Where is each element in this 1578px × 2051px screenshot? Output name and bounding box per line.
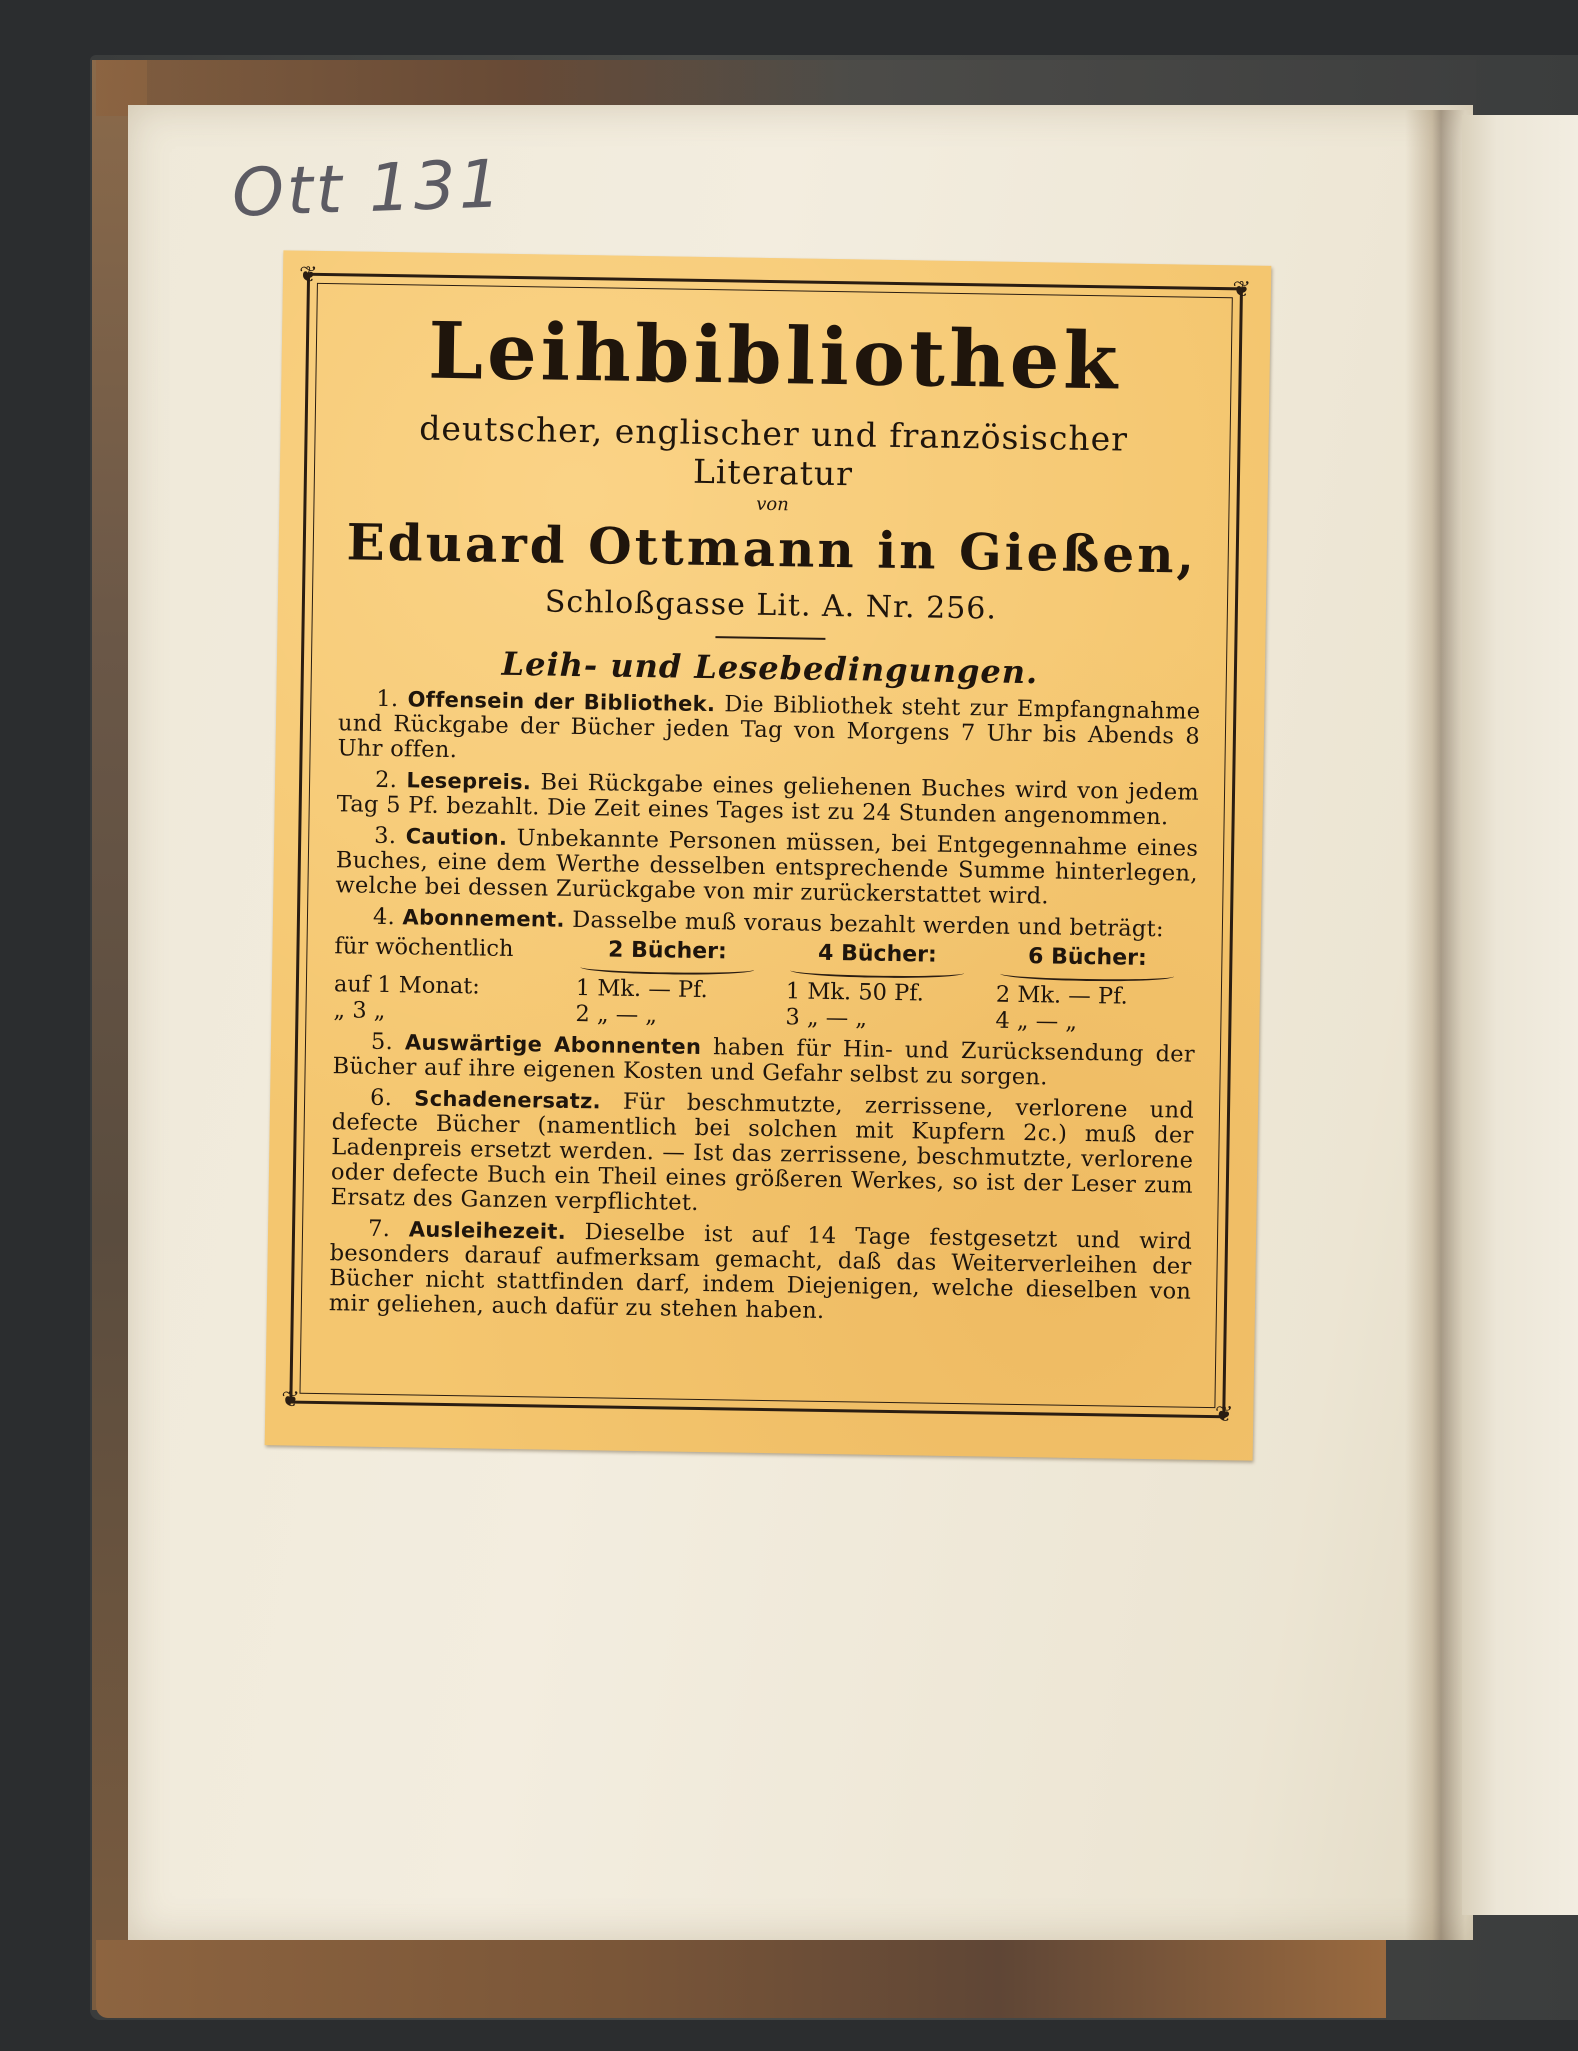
- table-cell: 2 Mk. — Pf.: [995, 981, 1128, 1010]
- table-column-header: 2 Bücher:: [562, 937, 773, 978]
- label-content: [328, 303, 1207, 1389]
- condition-paragraph: 6. Schadenersatz. Für beschmutzte, zerrissene, verlorene und defecte Bücher (namentlich bei solchen mit Kupfern 2c.) muß der Ladenpreis ersetzt werden. — Ist das zerrissene, beschmutzte, verlorene oder defecte Buch ein Theil eines größeren Werkes, so ist der Leser zum Ersatz des Ganzen verpflichtet.: [330, 1084, 1195, 1216]
- corner-ornament-icon: ❦: [1232, 277, 1252, 303]
- condition-paragraph: 4. Abonnement. Dasselbe muß voraus bezahlt werden und beträgt:: [372, 903, 1165, 943]
- table-row-label: auf 1 Monat:: [333, 971, 481, 1000]
- condition-paragraph: 7. Ausleihezeit. Dieselbe ist auf 14 Tage festgesetzt und wird besonders darauf aufmerksam gemacht, daß das Weiterverleihen der Bücher nicht stattfinden darf, indem Diejenigen, welche dieselben von mir geliehen, auch dafür zu stehen haben.: [328, 1215, 1193, 1324]
- label-title: Leihbibliothek: [427, 305, 1123, 408]
- table-column-header: 4 Bücher:: [772, 940, 983, 981]
- table-row-header: für wöchentlich: [334, 933, 514, 963]
- condition-paragraph: 3. Caution. Unbekannte Personen müssen, bei Entgegennahme eines Buches, eine dem Werthe desselben entsprechende Summe hinterlegen, welche bei dessen Zurückgabe von mir zurückerstattet wird.: [335, 822, 1199, 910]
- subscription-table: [333, 933, 1196, 1037]
- corner-ornament-icon: ❦: [1214, 1402, 1234, 1428]
- condition-paragraph: 5. Auswärtige Abonnenten haben für Hin- und Zurücksendung der Bücher auf ihre eigenen Kosten und Gefahr selbst zu sorgen.: [332, 1028, 1196, 1091]
- table-cell: 1 Mk. 50 Pf.: [785, 978, 925, 1007]
- facing-page-edge: [1462, 115, 1578, 1915]
- book-gutter: [1405, 110, 1465, 1940]
- condition-paragraph: 2. Lesepreis. Bei Rückgabe eines geliehenen Buches wird von jedem Tag 5 Pf. bezahlt. Die Zeit eines Tages ist zu 24 Stunden angenommen.: [336, 766, 1200, 831]
- divider-rule: [715, 636, 825, 640]
- handwritten-shelfmark: Ott 131: [230, 145, 505, 232]
- table-cell: 4 „ — „: [995, 1007, 1078, 1035]
- condition-paragraph: 1. Offensein der Bibliothek. Die Bibliothek steht zur Empfangnahme und Rückgabe der Bücher jeden Tag von Morgens 7 Uhr bis Abends 8 Uhr offen.: [337, 685, 1201, 764]
- leather-bottom-edge: [96, 1940, 1386, 2018]
- corner-ornament-icon: ❦: [281, 1387, 301, 1413]
- conditions-heading: Leih- und Lesebedingungen.: [501, 644, 1039, 692]
- label-address: Schloßgasse Lit. A. Nr. 256.: [544, 584, 998, 627]
- label-subtitle: deutscher, englischer und französischer Literatur: [418, 408, 1129, 494]
- table-cell: 3 „ — „: [785, 1004, 868, 1032]
- label-von: von: [756, 493, 789, 516]
- table-column-header: 6 Bücher:: [982, 943, 1193, 984]
- corner-ornament-icon: ❦: [298, 262, 318, 288]
- table-row-label: „ 3 „: [333, 997, 386, 1025]
- label-owner: Eduard Ottmann in Gießen,: [346, 512, 1198, 585]
- table-cell: 2 „ — „: [575, 1000, 658, 1029]
- library-label: [265, 250, 1272, 1460]
- table-cell: 1 Mk. — Pf.: [575, 975, 709, 1004]
